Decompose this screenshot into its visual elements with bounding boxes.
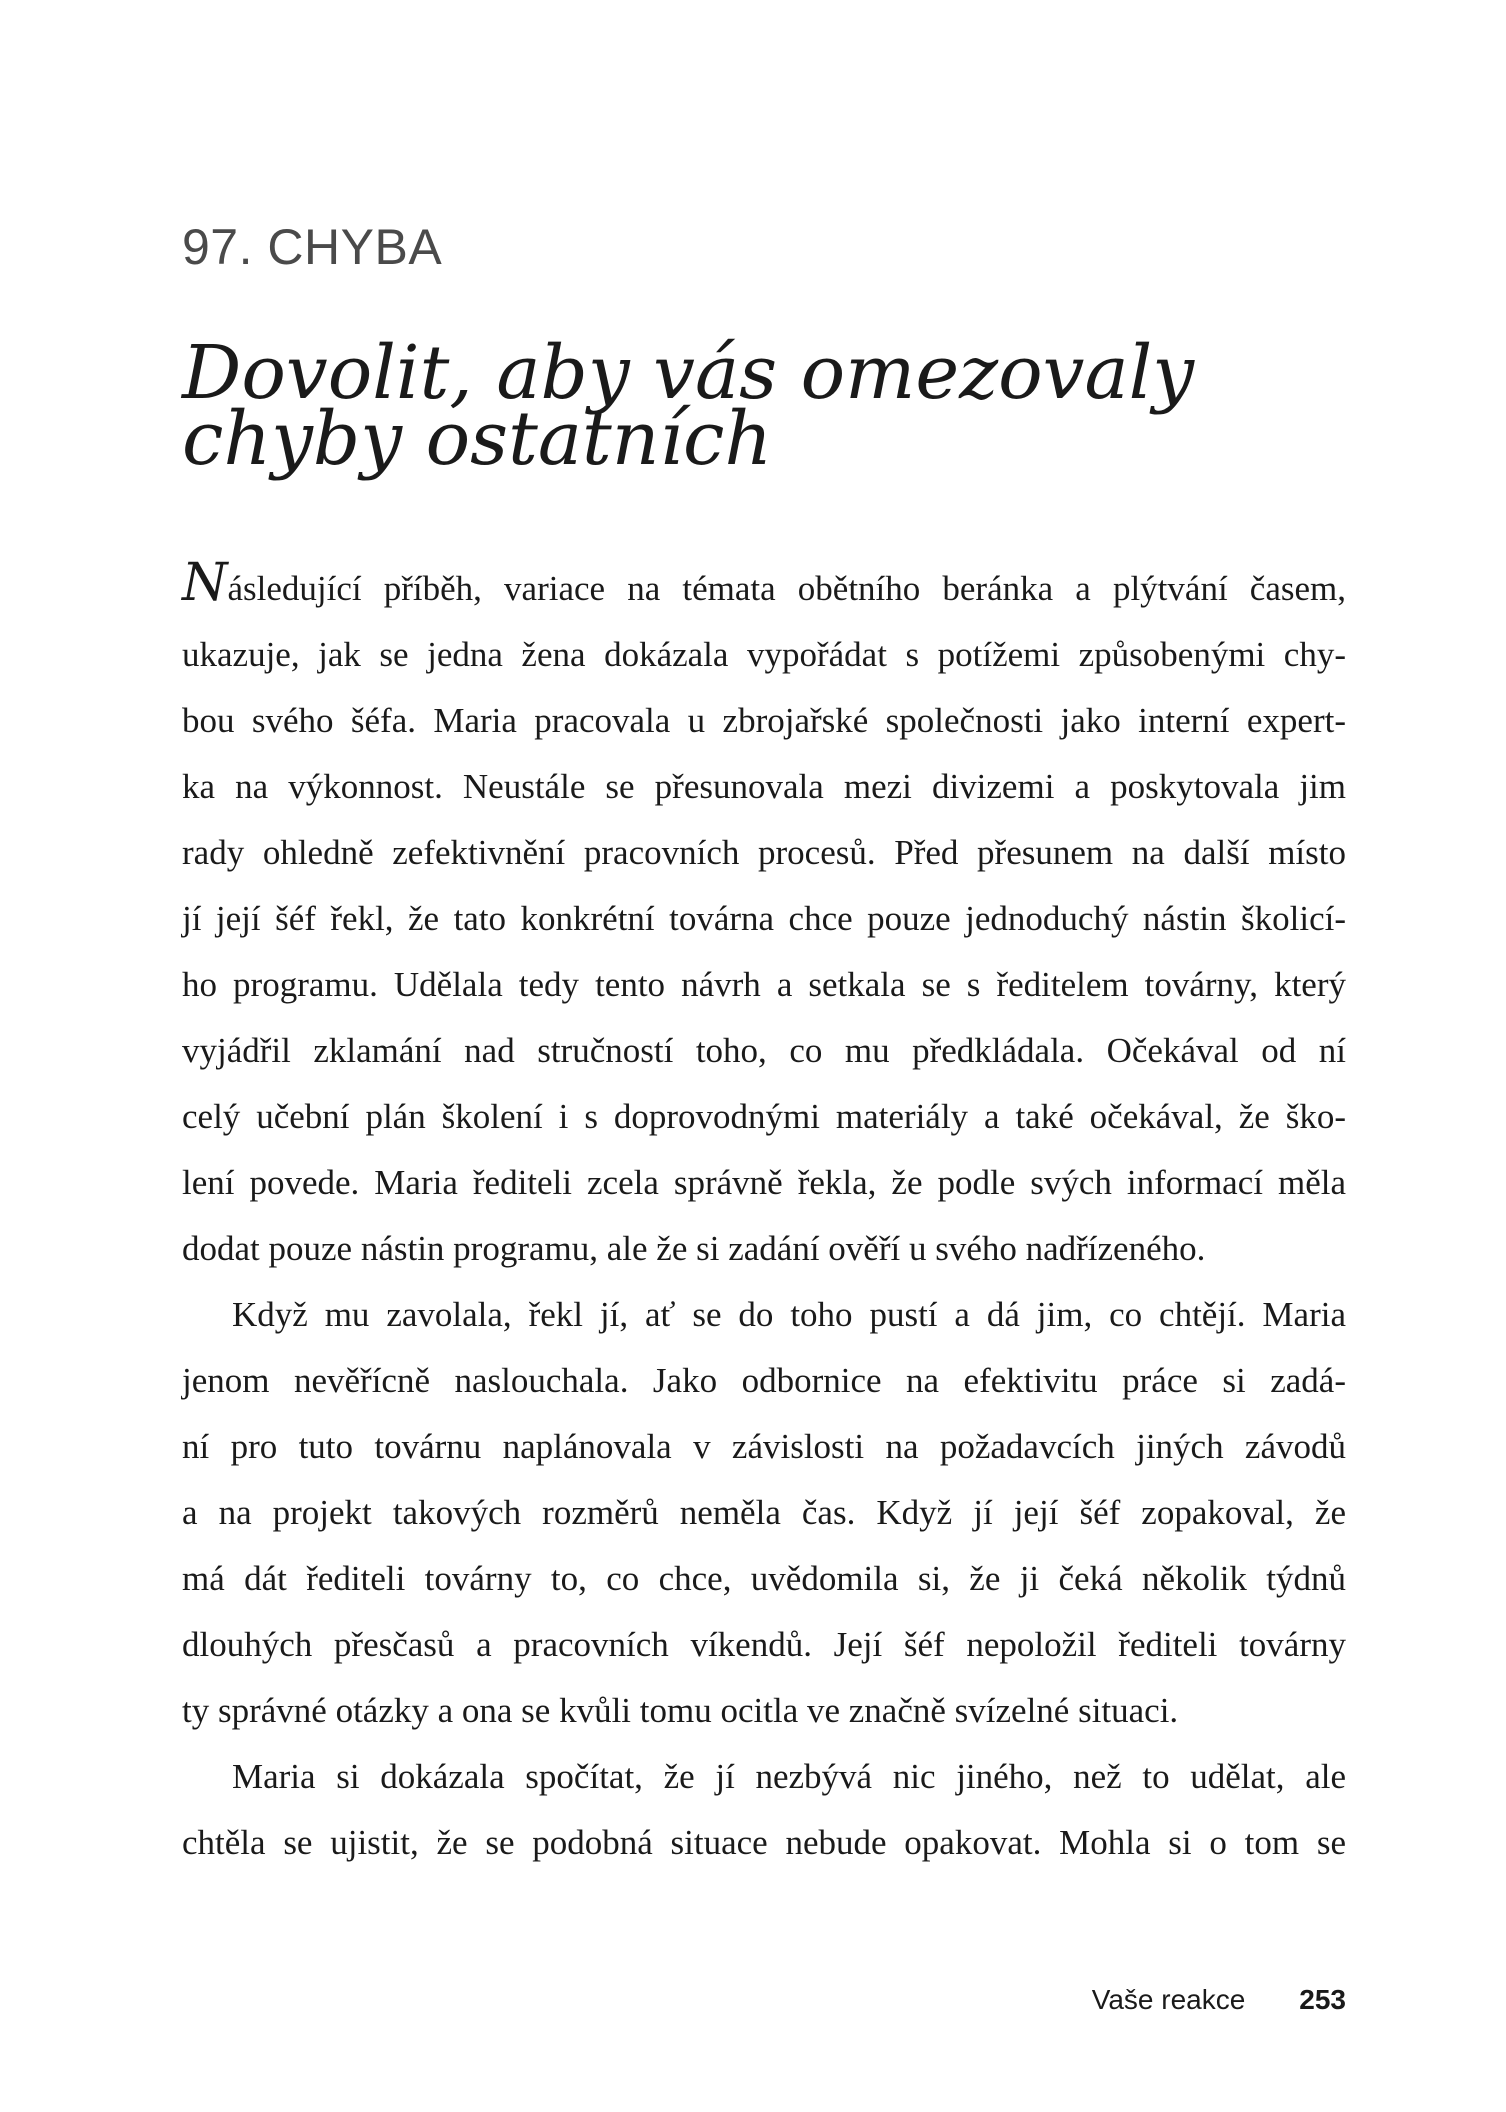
running-footer-section: Vaše reakce: [1091, 1984, 1246, 2015]
text-line: ní pro tuto továrnu naplánovala v závislosti na požadavcích jiných závodů: [182, 1427, 1346, 1466]
text-line: ukazuje, jak se jedna žena dokázala vypořádat s potížemi způsobenými chy-: [182, 635, 1346, 674]
text-line: [182, 553, 1346, 622]
text-line: ho programu. Udělala tedy tento návrh a setkala se s ředitelem továrny, který: [182, 965, 1346, 1004]
text-line: jí její šéf řekl, že tato konkrétní továrna chce pouze jednoduchý nástin školicí-: [182, 899, 1346, 938]
body-text: [182, 553, 1346, 1876]
page-number: 253: [1299, 1984, 1346, 2015]
text-line: a na projekt takových rozměrů neměla čas. Když jí její šéf zopakoval, že: [182, 1493, 1346, 1532]
text-line: Když mu zavolala, řekl jí, ať se do toho pustí a dá jim, co chtějí. Maria: [232, 1295, 1346, 1334]
page-footer: [1092, 1984, 1346, 2016]
title-line: chyby ostatních: [182, 396, 773, 482]
text-line: ka na výkonnost. Neustále se přesunovala mezi divizemi a poskytovala jim: [182, 767, 1346, 806]
text-line-content: ásledující příběh, variace na témata obětního beránka a plýtvání časem,: [227, 569, 1346, 608]
text-line: ty správné otázky a ona se kvůli tomu ocitla ve značně svízelné situaci.: [182, 1691, 1179, 1730]
text-line: chtěla se ujistit, že se podobná situace nebude opakovat. Mohla si o tom se: [182, 1823, 1346, 1862]
text-line: má dát řediteli továrny to, co chce, uvědomila si, že ji čeká několik týdnů: [182, 1559, 1346, 1598]
paragraph: [182, 1744, 1346, 1876]
text-line: celý učební plán školení i s doprovodnými materiály a také očekával, že ško-: [182, 1097, 1346, 1136]
title-line: Dovolit, aby vás omezovaly: [182, 330, 1195, 416]
paragraph: [182, 1282, 1346, 1744]
text-line: jenom nevěřícně naslouchala. Jako odbornice na efektivitu práce si zadá-: [182, 1361, 1346, 1400]
text-line: dlouhých přesčasů a pracovních víkendů. Její šéf nepoložil řediteli továrny: [182, 1625, 1346, 1664]
text-line: rady ohledně zefektivnění pracovních procesů. Před přesunem na další místo: [182, 833, 1346, 872]
text-line: lení povede. Maria řediteli zcela správně řekla, že podle svých informací měla: [182, 1163, 1346, 1202]
text-line: bou svého šéfa. Maria pracovala u zbrojařské společnosti jako interní expert-: [182, 701, 1346, 740]
text-line: Maria si dokázala spočítat, že jí nezbývá nic jiného, než to udělat, ale: [232, 1757, 1346, 1796]
drop-cap: N: [182, 553, 228, 613]
text-line: vyjádřil zklamání nad stručností toho, co mu předkládala. Očekával od ní: [182, 1031, 1346, 1070]
chapter-label: 97. CHYBA: [182, 219, 443, 275]
chapter-title: [182, 330, 1342, 482]
paragraph: [182, 553, 1346, 1282]
text-line: dodat pouze nástin programu, ale že si zadání ověří u svého nadřízeného.: [182, 1229, 1206, 1268]
